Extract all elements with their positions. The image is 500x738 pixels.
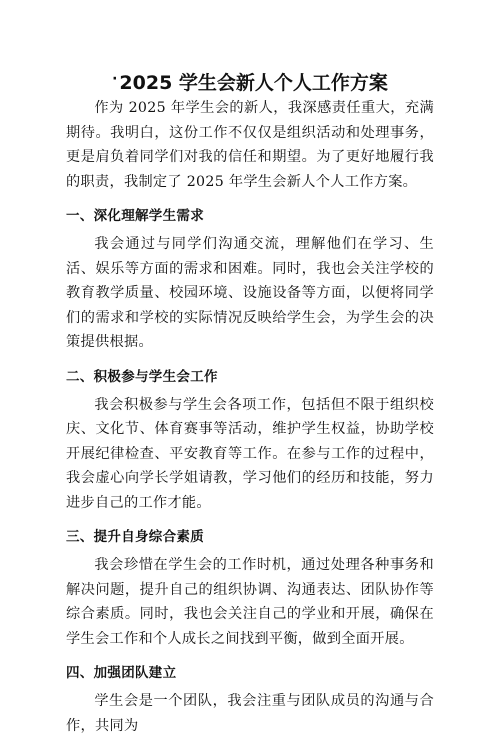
section-body-4: 学生会是一个团队，我会注重与团队成员的沟通与合作，共同为 [66,693,434,734]
section-heading-3: 三、提升自身综合素质 [66,529,204,545]
section-heading-4: 四、加强团队建立 [66,665,177,681]
section-body-1: 我会通过与同学们沟通交流，理解他们在学习、生活、娱乐等方面的需求和困难。同时，我也会关注学校的教育教学质量、校园环境、设施设备等方面，以便将同学们的需求和学校的实际情况反映给学生会，为学生会的决策提供根据。 [66,236,434,350]
title-text: 2025 学生会新人个人工作方案 [119,72,388,94]
document-body [66,96,434,738]
intro-paragraph: 作为 2025 年学生会的新人，我深感责任重大，充满期待。我明白，这份工作不仅仅是组织活动和处理事务，更是肩负着同学们对我的信任和期望。为了更好地履行我的职责，我制定了 2025 年学生会新人个人工作方案。 [66,100,434,190]
document-title [0,66,500,96]
section-body-2: 我会积极参与学生会各项工作，包括但不限于组织校庆、文化节、体育赛事等活动，维护学生权益，协助学校开展纪律检查、平安教育等工作。在参与工作的过程中，我会虚心向学长学姐请教，学习他们的经历和技能，努力进步自己的工作才能。 [66,396,434,511]
section-body-3: 我会珍惜在学生会的工作时机，通过处理各种事务和解决问题，提升自己的组织协调、沟通表达、团队协作等综合素质。同时，我也会关注自己的学业和开展，确保在学生会工作和个人成长之间找到平衡，做到全面开展。 [66,557,434,647]
section-heading-1: 一、深化理解学生需求 [66,208,204,224]
title-bullet: · [112,71,118,87]
section-heading-2: 二、积极参与学生会工作 [66,368,218,385]
